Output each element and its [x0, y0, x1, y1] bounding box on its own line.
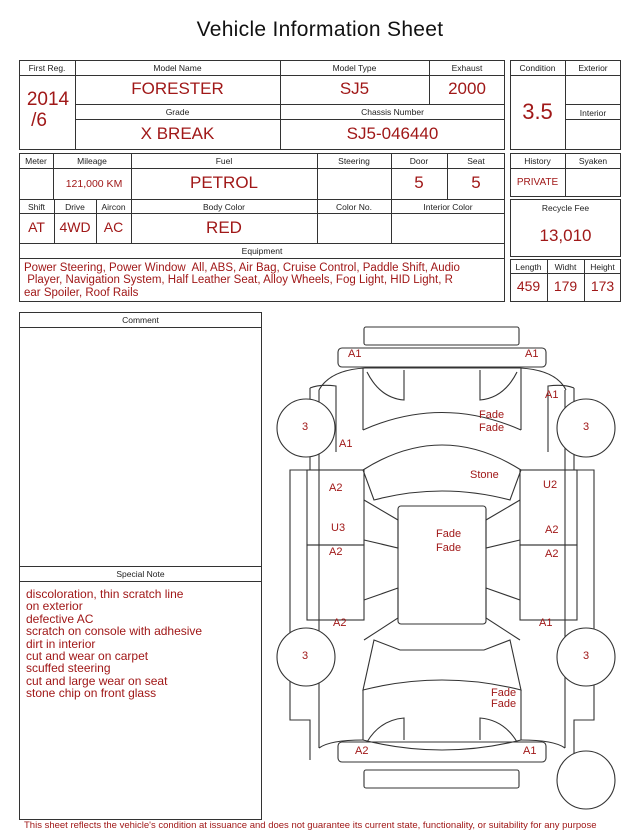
- mark-front-bumper-left: A1: [348, 348, 362, 360]
- width-label: Widht: [554, 262, 577, 272]
- syaken-label: Syaken: [578, 156, 608, 166]
- special-note-list: [26, 588, 258, 700]
- fuel-label: Fuel: [215, 156, 233, 166]
- mark-trunk-2: Fade: [491, 698, 517, 710]
- mark-front-fender-left: A1: [339, 438, 353, 450]
- color-no-label: Color No.: [336, 202, 372, 212]
- aircon-label: Aircon: [101, 202, 126, 212]
- mark-right-sill: A2: [545, 524, 559, 536]
- mark-front-fender-right: A1: [545, 389, 559, 401]
- special-note-item: dirt in interior: [26, 636, 96, 651]
- recycle-value: 13,010: [539, 226, 592, 245]
- mark-left-front-door: A2: [329, 482, 343, 494]
- equipment-line: Power Steering, Power Window All, ABS, Air Bag, Cruise Control, Paddle Shift, Audio: [24, 262, 460, 274]
- special-note-item: cut and large wear on seat: [26, 673, 168, 688]
- car-damage-diagram: [268, 318, 628, 818]
- sheet-title: Vehicle Information Sheet: [196, 18, 444, 41]
- mark-left-quarter: A2: [333, 617, 347, 629]
- wheel-rear-left-value: 3: [302, 650, 309, 662]
- wheel-front-left-value: 3: [302, 421, 309, 433]
- wheel-rear-right-value: 3: [583, 650, 590, 662]
- mark-roof-2: Fade: [436, 542, 462, 554]
- condition-label: Condition: [519, 63, 556, 73]
- mark-bonnet-1: Fade: [479, 409, 505, 421]
- special-note-label: Special Note: [116, 569, 165, 579]
- equipment-label: Equipment: [241, 246, 283, 256]
- special-note-item: defective AC: [26, 611, 94, 626]
- special-note-item: on exterior: [26, 599, 83, 614]
- mark-front-bumper-right: A1: [525, 348, 539, 360]
- mark-right-front-door: U2: [543, 479, 558, 491]
- special-note-item: cut and wear on carpet: [26, 649, 149, 664]
- spare-wheel: [557, 751, 615, 809]
- drive-label: Drive: [65, 202, 85, 212]
- exhaust-label: Exhaust: [451, 63, 483, 73]
- first-reg-year: 2014: [26, 89, 70, 110]
- special-note-item: scuffed steering: [26, 661, 111, 676]
- mark-bonnet-2: Fade: [479, 422, 505, 434]
- body-color-label: Body Color: [202, 202, 246, 212]
- seat-label: Seat: [467, 156, 485, 166]
- equipment-line: ear Spoiler, Roof Rails: [24, 286, 139, 299]
- exterior-label: Exterior: [578, 63, 608, 73]
- height-label: Height: [590, 262, 615, 272]
- equipment-list: [24, 262, 502, 299]
- comment-label: Comment: [122, 315, 159, 325]
- history-label: History: [524, 156, 551, 166]
- chassis-label: Chassis Number: [361, 107, 424, 117]
- steering-label: Steering: [338, 156, 370, 166]
- model-name-label: Model Name: [153, 63, 202, 73]
- length-label: Length: [515, 262, 542, 272]
- exhaust-value: 2000: [448, 79, 486, 98]
- mark-trunk-1: Fade: [491, 687, 517, 699]
- history-value: PRIVATE: [516, 177, 559, 188]
- shift-label: Shift: [27, 202, 45, 212]
- mark-left-sill: U3: [331, 522, 346, 534]
- mark-right-quarter: A1: [539, 617, 553, 629]
- special-note-item: discoloration, thin scratch line: [26, 587, 184, 601]
- model-name-value: FORESTER: [131, 79, 224, 98]
- first-reg-month: /6: [31, 110, 47, 131]
- meter-label: Meter: [25, 156, 47, 166]
- mileage-label: Mileage: [77, 156, 107, 166]
- interior-color-label: Interior Color: [423, 202, 473, 212]
- height-value: 173: [590, 278, 615, 294]
- grade-label: Grade: [165, 107, 190, 117]
- mark-left-rear-door: A2: [329, 546, 343, 558]
- length-value: 459: [516, 278, 541, 294]
- width-value: 179: [553, 278, 578, 294]
- interior-label: Interior: [579, 108, 607, 118]
- equipment-line: Player, Navigation System, Half Leather Seat, Alloy Wheels, Fog Light, HID Light, R: [24, 274, 453, 287]
- special-note-item: stone chip on front glass: [26, 686, 157, 701]
- body-color-value: RED: [206, 218, 242, 237]
- mark-windshield: Stone: [470, 469, 499, 481]
- mileage-value: 121,000 KM: [65, 178, 123, 190]
- mark-right-rear-door: A2: [545, 548, 559, 560]
- aircon-value: AC: [103, 219, 124, 235]
- seat-value: 5: [471, 173, 481, 192]
- first-reg-label: First Reg.: [28, 63, 66, 73]
- door-label: Door: [409, 156, 429, 166]
- mark-rear-bumper-left: A2: [355, 745, 369, 757]
- mark-roof-1: Fade: [436, 528, 462, 540]
- drive-value: 4WD: [59, 219, 91, 235]
- special-note-item: scratch on console with adhesive: [26, 624, 203, 639]
- chassis-value: SJ5-046440: [346, 124, 439, 143]
- disclaimer-footer: This sheet reflects the vehicle's condition at issuance and does not guarantee its current state, functionality, or suitability for any purpose: [24, 820, 597, 831]
- recycle-label: Recycle Fee: [541, 203, 590, 213]
- mark-rear-bumper-right: A1: [523, 745, 537, 757]
- fuel-value: PETROL: [189, 173, 259, 192]
- condition-value: 3.5: [522, 99, 553, 124]
- grade-value: X BREAK: [140, 124, 215, 143]
- model-type-value: SJ5: [339, 79, 370, 98]
- shift-value: AT: [28, 219, 45, 235]
- model-type-label: Model Type: [332, 63, 377, 73]
- door-value: 5: [414, 173, 424, 192]
- wheel-front-right-value: 3: [583, 421, 590, 433]
